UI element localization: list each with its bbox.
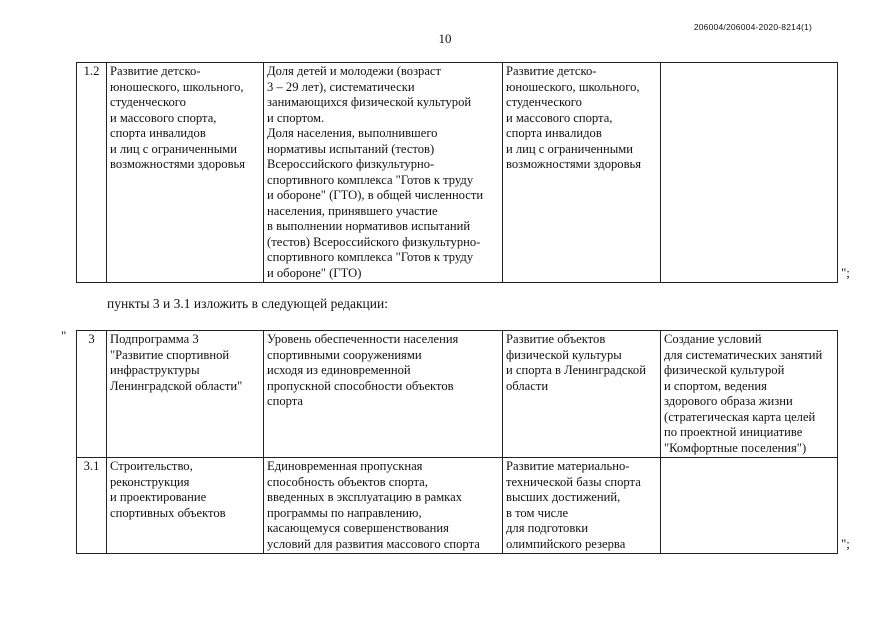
table-row [77, 331, 838, 458]
table-row [77, 63, 838, 283]
row-direction: Развитие детско- юношеского, школьного, студенческого и массового спорта, спорта инвалидов и лиц с ограниченными возможностями здоровья [503, 63, 661, 283]
intro-text: пункты 3 и 3.1 изложить в следующей редакции: [107, 296, 388, 311]
closing-quote-mark: "; [841, 536, 850, 551]
table-row [77, 458, 838, 554]
row-direction: Развитие материально- технической базы спорта высших достижений, в том числе для подготовки олимпийского резерва [503, 458, 661, 554]
table-bottom [76, 330, 838, 554]
row-number: 3.1 [77, 458, 107, 554]
row-name: Строительство, реконструкция и проектирование спортивных объектов [107, 458, 264, 554]
row-goal [661, 63, 838, 283]
row-goal [661, 458, 838, 554]
row-goal: Создание условий для систематических занятий физической культурой и спортом, ведения здорового образа жизни (стратегическая карта целей по проектной инициативе "Комфортные поселения") [661, 331, 838, 458]
closing-quote-mark: "; [841, 265, 850, 280]
row-name: Развитие детско- юношеского, школьного, студенческого и массового спорта, спорта инвалидов и лиц с ограниченными возможностями здоровья [107, 63, 264, 283]
row-indicator: Единовременная пропускная способность объектов спорта, введенных в эксплуатацию в рамках программы по направлению, касающемуся совершенствования условий для развития массового спорта [264, 458, 503, 554]
row-indicator: Доля детей и молодежи (возраст 3 – 29 лет), систематически занимающихся физической культурой и спортом. Доля населения, выполнившего нормативы испытаний (тестов) Всероссийского физкультурно- спортивного комплекса "Готов к труду и обороне" (ГТО), в общей численности населения, принявшего участие в выполнении нормативов испытаний (тестов) Всероссийского физкультурно- спортивного комплекса "Готов к труду и обороне" (ГТО) [264, 63, 503, 283]
row-indicator: Уровень обеспеченности населения спортивными сооружениями исходя из единовременной пропускной способности объектов спорта [264, 331, 503, 458]
row-number: 3 [77, 331, 107, 458]
row-direction: Развитие объектов физической культуры и спорта в Ленинградской области [503, 331, 661, 458]
document-code: 206004/206004-2020-8214(1) [693, 22, 812, 32]
table-top [76, 62, 838, 283]
opening-quote-mark: " [61, 328, 67, 343]
row-name: Подпрограмма 3 "Развитие спортивной инфраструктуры Ленинградской области" [107, 331, 264, 458]
row-number: 1.2 [77, 63, 107, 283]
page-number: 10 [438, 31, 452, 46]
